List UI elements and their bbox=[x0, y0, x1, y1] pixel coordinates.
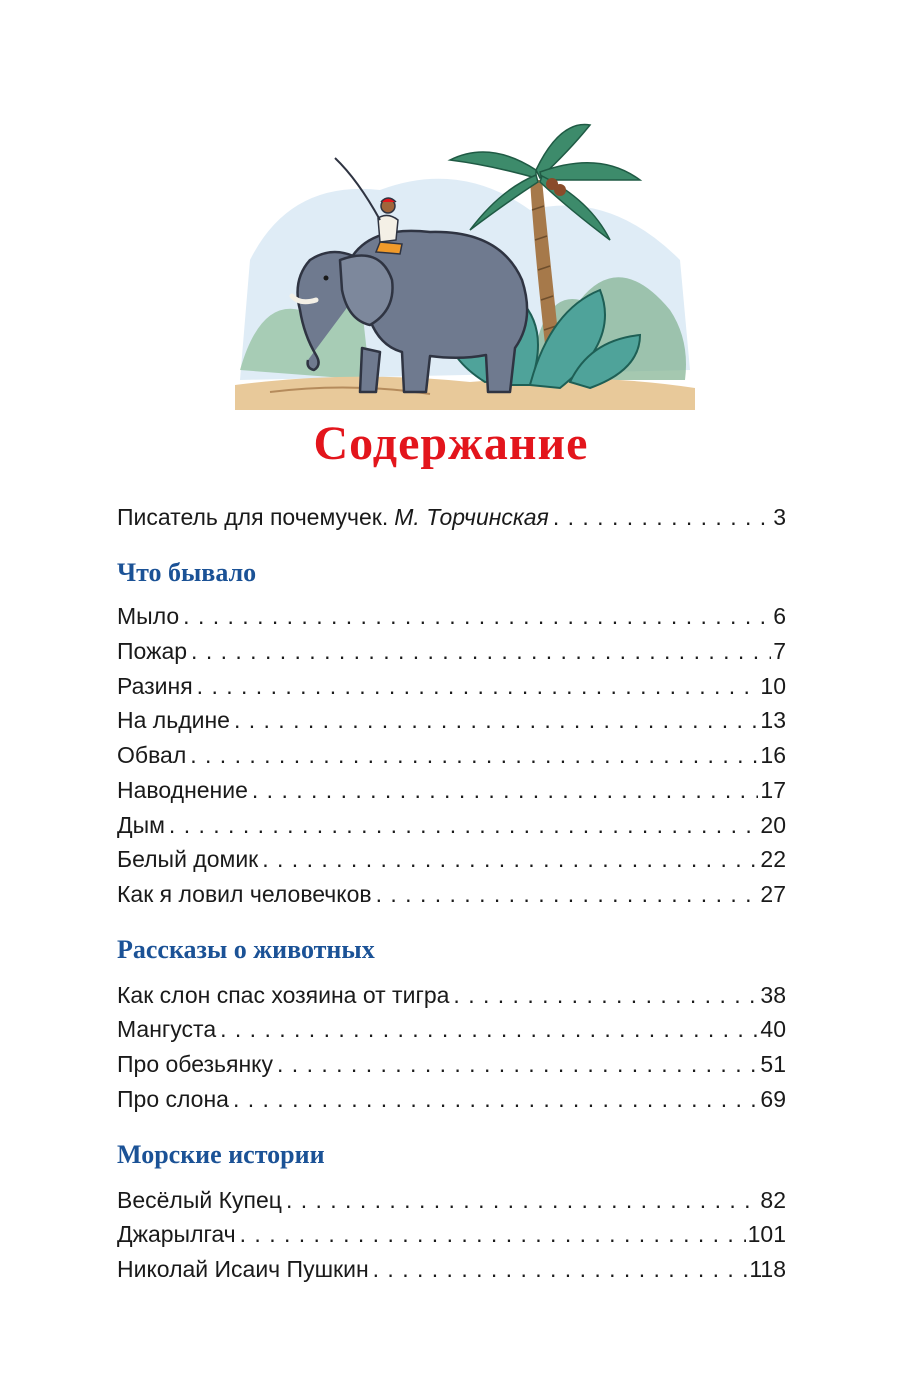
entry-title: Дым bbox=[117, 812, 165, 838]
entry-title: Обвал bbox=[117, 742, 187, 768]
dot-leader bbox=[220, 1014, 758, 1044]
page-number: 20 bbox=[760, 812, 786, 838]
dot-leader bbox=[191, 636, 771, 666]
entry-title: Мангуста bbox=[117, 1016, 217, 1042]
page-number: 6 bbox=[773, 603, 786, 629]
dot-leader bbox=[286, 1185, 758, 1215]
toc-entry-intro[interactable] bbox=[117, 502, 786, 532]
entry-author: М. Торчинская bbox=[394, 504, 549, 530]
page-number: 3 bbox=[773, 504, 786, 530]
entry-title: Николай Исаич Пушкин bbox=[117, 1256, 369, 1282]
toc-entry[interactable] bbox=[117, 879, 786, 909]
page-number: 13 bbox=[760, 707, 786, 733]
page-number: 101 bbox=[747, 1221, 786, 1247]
entry-title: Наводнение bbox=[117, 777, 248, 803]
dot-leader bbox=[190, 740, 758, 770]
dot-leader bbox=[234, 705, 758, 735]
page-number: 7 bbox=[773, 638, 786, 664]
section-heading-morskie-istorii: Морские истории bbox=[117, 1140, 325, 1169]
page-number: 16 bbox=[760, 742, 786, 768]
page-number: 10 bbox=[760, 673, 786, 699]
entry-title: Белый домик bbox=[117, 846, 259, 872]
toc-entry[interactable] bbox=[117, 775, 786, 805]
page-title: Содержание bbox=[313, 417, 589, 470]
dot-leader bbox=[553, 502, 771, 532]
dot-leader bbox=[373, 1254, 748, 1284]
page-number: 38 bbox=[760, 982, 786, 1008]
page-number: 51 bbox=[760, 1051, 786, 1077]
entry-title: Про обезьянку bbox=[117, 1051, 274, 1077]
entry-title: Мыло bbox=[117, 603, 180, 629]
toc-entry[interactable] bbox=[117, 810, 786, 840]
toc-entry[interactable] bbox=[117, 740, 786, 770]
dot-leader bbox=[233, 1084, 758, 1114]
page-number: 69 bbox=[760, 1086, 786, 1112]
entry-title: Как слон спас хозяина от тигра bbox=[117, 982, 450, 1008]
toc-entry[interactable] bbox=[117, 1084, 786, 1114]
dot-leader bbox=[453, 980, 758, 1010]
dot-leader bbox=[252, 775, 759, 805]
toc-entry[interactable] bbox=[117, 636, 786, 666]
section-heading-chto-byvalo: Что бывало bbox=[117, 558, 257, 587]
page-number: 82 bbox=[760, 1187, 786, 1213]
dot-leader bbox=[169, 810, 758, 840]
entry-title: Как я ловил человечков bbox=[117, 881, 372, 907]
toc-entry[interactable] bbox=[117, 705, 786, 735]
entry-title: На льдине bbox=[117, 707, 230, 733]
toc-entry[interactable] bbox=[117, 980, 786, 1010]
page-number: 40 bbox=[760, 1016, 786, 1042]
entry-title: Писатель для почемучек. bbox=[117, 504, 389, 530]
entry-title: Джарылгач bbox=[117, 1221, 236, 1247]
toc-entry[interactable] bbox=[117, 1049, 786, 1079]
toc-entry[interactable] bbox=[117, 844, 786, 874]
dot-leader bbox=[262, 844, 758, 874]
page-number: 22 bbox=[760, 846, 786, 872]
page-number: 118 bbox=[749, 1256, 786, 1282]
page-number: 27 bbox=[760, 881, 786, 907]
entry-title: Весёлый Купец bbox=[117, 1187, 282, 1213]
table-of-contents bbox=[117, 0, 786, 1400]
dot-leader bbox=[240, 1219, 746, 1249]
dot-leader bbox=[277, 1049, 758, 1079]
toc-entry[interactable] bbox=[117, 1219, 786, 1249]
section-heading-rasskazy-o-zhivotnykh: Рассказы о животных bbox=[117, 935, 375, 964]
entry-title: Разиня bbox=[117, 673, 193, 699]
dot-leader bbox=[183, 601, 771, 631]
toc-entry[interactable] bbox=[117, 1014, 786, 1044]
entry-title: Про слона bbox=[117, 1086, 229, 1112]
toc-entry[interactable] bbox=[117, 671, 786, 701]
toc-entry[interactable] bbox=[117, 601, 786, 631]
toc-entry[interactable] bbox=[117, 1254, 786, 1284]
entry-title: Пожар bbox=[117, 638, 188, 664]
dot-leader bbox=[376, 879, 759, 909]
toc-entry[interactable] bbox=[117, 1185, 786, 1215]
page-number: 17 bbox=[760, 777, 786, 803]
dot-leader bbox=[197, 671, 759, 701]
